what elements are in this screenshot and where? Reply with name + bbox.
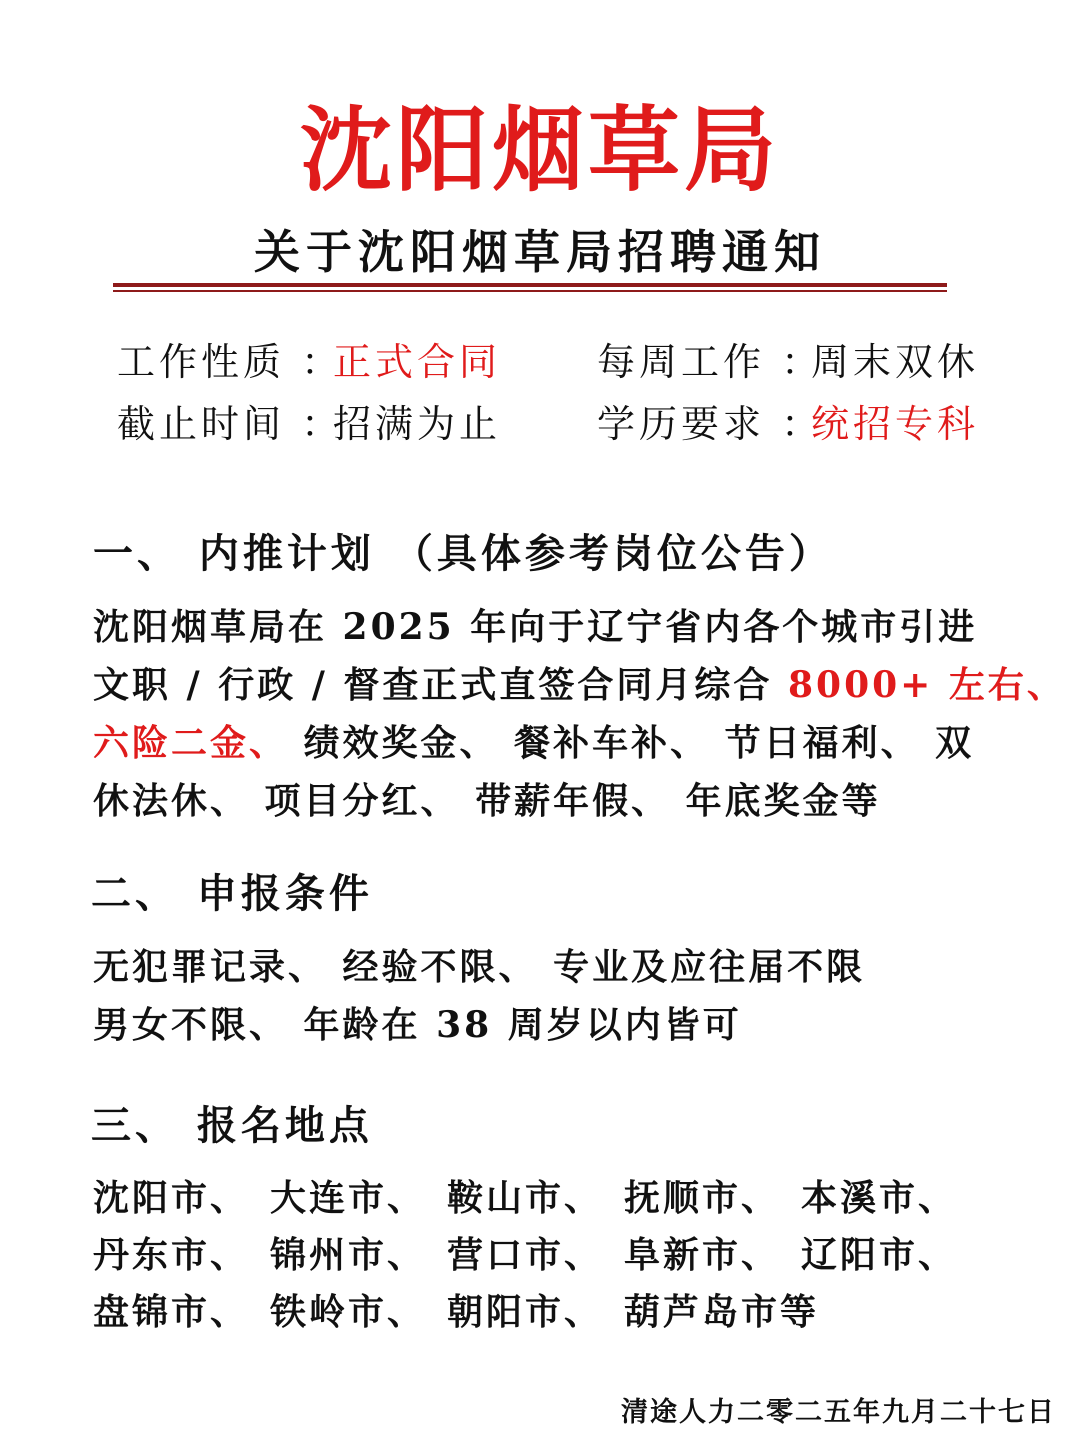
- title-divider-thick: [113, 283, 947, 287]
- insurance-highlight: 六险二金、: [93, 722, 289, 764]
- benefits-text: 绩效奖金、 餐补车补、 节日福利、 双: [288, 722, 975, 764]
- section-1-heading: 一、 内推计划 （具体参考岗位公告）: [93, 530, 833, 577]
- education-value: 统招专科: [811, 402, 980, 446]
- title-divider-thin: [113, 290, 947, 292]
- section-2-line-1: 无犯罪记录、 经验不限、 专业及应往届不限: [93, 946, 866, 988]
- section-2-line-2: 男女不限、 年龄在 38 周岁以内皆可: [93, 1004, 742, 1046]
- city-item: 阜新市、: [624, 1234, 781, 1276]
- section-2-body: [93, 938, 1023, 1054]
- city-item: 丹东市、: [93, 1234, 250, 1276]
- city-item: 铁岭市、: [270, 1291, 427, 1333]
- deadline-label: 截止时间 ：: [117, 402, 344, 446]
- city-item: 朝阳市、: [447, 1291, 604, 1333]
- city-row: [93, 1284, 1023, 1341]
- city-item: 营口市、: [447, 1234, 604, 1276]
- salary-text: 文职 / 行政 / 督查正式直签合同月综合: [93, 664, 788, 706]
- city-list: [93, 1170, 1023, 1341]
- salary-highlight: 8000+ 左右、: [787, 664, 1066, 706]
- city-item: 锦州市、: [270, 1234, 427, 1276]
- footer-signature-date: 清途人力二零二五年九月二十七日: [621, 1397, 1056, 1428]
- job-nature-label: 工作性质 ：: [117, 340, 344, 384]
- notice-subtitle: 关于沈阳烟草局招聘通知: [254, 225, 826, 279]
- city-item: 抚顺市、: [624, 1177, 781, 1219]
- page-title: 沈阳烟草局: [299, 96, 780, 204]
- section-2-heading: 二、 申报条件: [91, 870, 373, 917]
- section-1-line-2: [93, 656, 1066, 714]
- city-item: 辽阳市、: [801, 1234, 958, 1276]
- city-item: 本溪市、: [801, 1177, 958, 1219]
- weekly-work-value: 周末双休: [811, 340, 980, 384]
- deadline-value: 招满为止: [333, 402, 502, 446]
- city-row: [93, 1170, 1023, 1227]
- weekly-work-label: 每周工作 ：: [597, 340, 824, 384]
- section-1-line-4: 休法休、 项目分红、 带薪年假、 年底奖金等: [93, 780, 881, 822]
- section-3-heading: 三、 报名地点: [91, 1102, 373, 1149]
- city-item: 沈阳市、: [93, 1177, 250, 1219]
- city-item: 葫芦岛市等: [624, 1291, 820, 1333]
- city-row: [93, 1227, 1023, 1284]
- city-item: 鞍山市、: [447, 1177, 604, 1219]
- section-1-line-1: 沈阳烟草局在 2025 年向于辽宁省内各个城市引进: [93, 606, 978, 648]
- job-nature-value: 正式合同: [333, 340, 502, 384]
- education-label: 学历要求 ：: [597, 402, 824, 446]
- section-1-line-3: [93, 714, 1023, 772]
- city-item: 大连市、: [270, 1177, 427, 1219]
- section-1-body: [93, 598, 1066, 830]
- city-item: 盘锦市、: [93, 1291, 250, 1333]
